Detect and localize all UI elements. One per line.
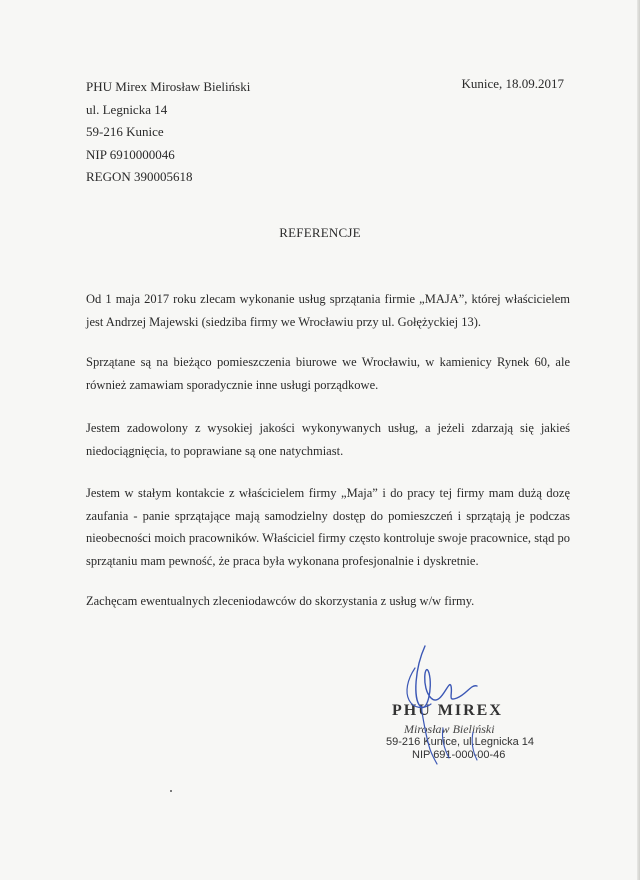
paragraph-1: Od 1 maja 2017 roku zlecam wykonanie usług sprzątania firmie „MAJA”, której właścicielem jest Andrzej Majewski (siedziba firmy we Wrocławiu przy ul. Gołężyckiej 13). [86,292,570,329]
sender-name: PHU Mirex Mirosław Bieliński [86,79,251,94]
stamp-person: Mirosław Bieliński [404,722,495,736]
scan-speck [170,790,172,792]
sender-block [86,76,250,189]
document-title: REFERENCJE [279,225,361,240]
sender-street: ul. Legnicka 14 [86,101,168,117]
paragraph-5: Zachęcam ewentualnych zleceniodawców do skorzystania z usług w/w firmy. [86,594,475,608]
paragraph-3: Jestem zadowolony z wysokiej jakości wykonywanych usług, a jeżeli zdarzają się jakieś niedociągnięcia, to poprawiane są one natychmiast. [86,421,570,458]
paragraph-4: Jestem w stałym kontakcie z właścicielem firmy „Maja” i do pracy tej firmy mam dużą dozę zaufania - panie sprzątające mają samodzielny dostęp do pomieszczeń i sprzątają je podczas nieobecności moich pracowników. Właściciel firmy często kontroluje swoje pracownice, stąd po sprzątaniu mam pewność, że praca była wykonana profesjonalnie i dyskretnie. [86,486,570,568]
sender-nip: NIP 6910000046 [86,146,175,162]
stamp-address: 59-216 Kunice, ul.Legnicka 14 [386,736,534,748]
place-date: Kunice, 18.09.2017 [461,76,564,91]
stamp-company: PHU MIREX [392,702,503,719]
paragraph-2: Sprzątane są na bieżąco pomieszczenia biurowe we Wrocławiu, w kamienicy Rynek 60, ale również zamawiam sporadycznie inne usługi porządkowe. [86,355,570,392]
signature-icon [385,628,515,768]
stamp-nip: NIP 691-000-00-46 [412,749,506,761]
sender-postal-city: 59-216 Kunice [86,124,164,139]
sender-regon: REGON 390005618 [86,169,193,184]
